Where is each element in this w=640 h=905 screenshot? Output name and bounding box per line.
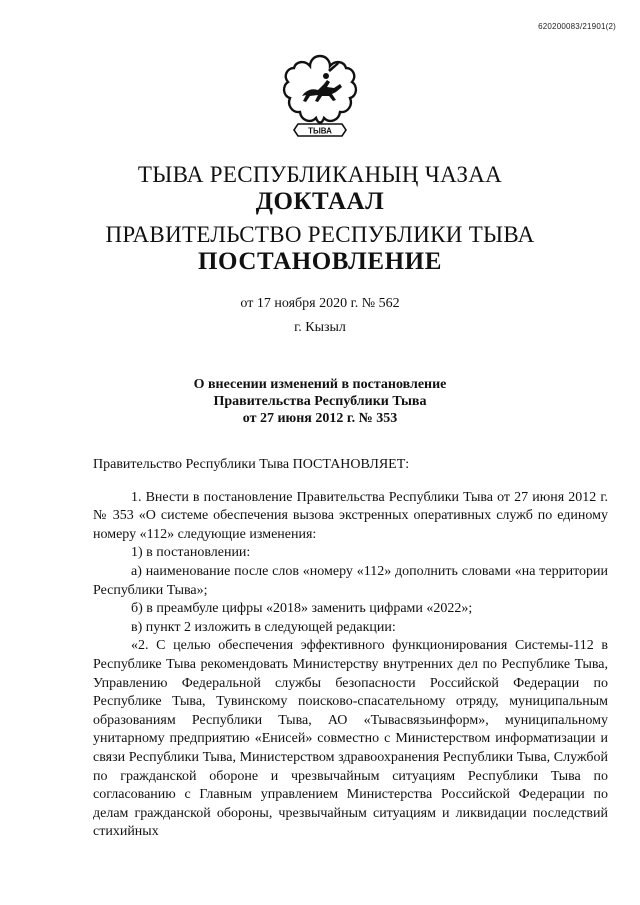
subject-line: О внесении изменений в постановление (193, 377, 447, 392)
title-tuvan-line1: ТЫВА РЕСПУБЛИКАНЫҢ ЧАЗАА (137, 162, 503, 187)
document-city: г. Кызыл (294, 320, 346, 335)
document-subject (0, 376, 640, 427)
document-body (93, 456, 608, 842)
body-paragraph: «2. С целью обеспечения эффективного функционирования Системы-112 в Республике Тыва рекомендовать Министерству внутренних дел по Республике Тыва, Управлению Федеральной службы безопасности Российской Федерации по Республике Тыва, Тувинскому поисково-спасательному отряду, муниципальным образованиям Республики Тыва, АО «Тывасвязьинформ», муниципальному унитарному предприятию «Енисей» совместно с Министерством информатизации и связи Республики Тыва, Министерством здравоохранения Республики Тыва, Службой по гражданской обороне и чрезвычайным ситуациям Республики Тыва по согласованию с Главным управлением Министерства Российской Федерации по делам гражданской обороны, чрезвычайным ситуациям и ликвидации последствий стихийных (93, 638, 608, 840)
body-paragraph: а) наименование после слов «номеру «112» дополнить словами «на территории Республики Тыва»; (93, 563, 608, 598)
document-date: от 17 ноября 2020 г. № 562 (240, 296, 400, 311)
title-russian-line2: ПОСТАНОВЛЕНИЕ (197, 248, 443, 275)
body-paragraph: 1) в постановлении: (131, 545, 251, 561)
body-paragraph: в) пункт 2 изложить в следующей редакции: (131, 619, 396, 635)
preamble: Правительство Республики Тыва ПОСТАНОВЛЯЕТ: (93, 457, 410, 472)
tuva-emblem-icon (280, 50, 360, 142)
title-russian-line1: ПРАВИТЕЛЬСТВО РЕСПУБЛИКИ ТЫВА (105, 222, 535, 247)
body-paragraph: 1. Внести в постановление Правительства Республики Тыва от 27 июня 2012 г. № 353 «О системе обеспечения вызова экстренных оперативных служб по единому номеру «112» следующие изменения: (93, 489, 608, 542)
subject-line: от 27 июня 2012 г. № 353 (242, 411, 398, 426)
emblem-banner-label: ТЫВА (308, 126, 332, 136)
subject-line: Правительства Республики Тыва (213, 394, 427, 409)
document-id: 620200083/21901(2) (538, 22, 616, 31)
title-tuvan-line2: ДОКТААЛ (255, 188, 385, 215)
body-paragraph: б) в преамбуле цифры «2018» заменить цифрами «2022»; (131, 601, 473, 617)
